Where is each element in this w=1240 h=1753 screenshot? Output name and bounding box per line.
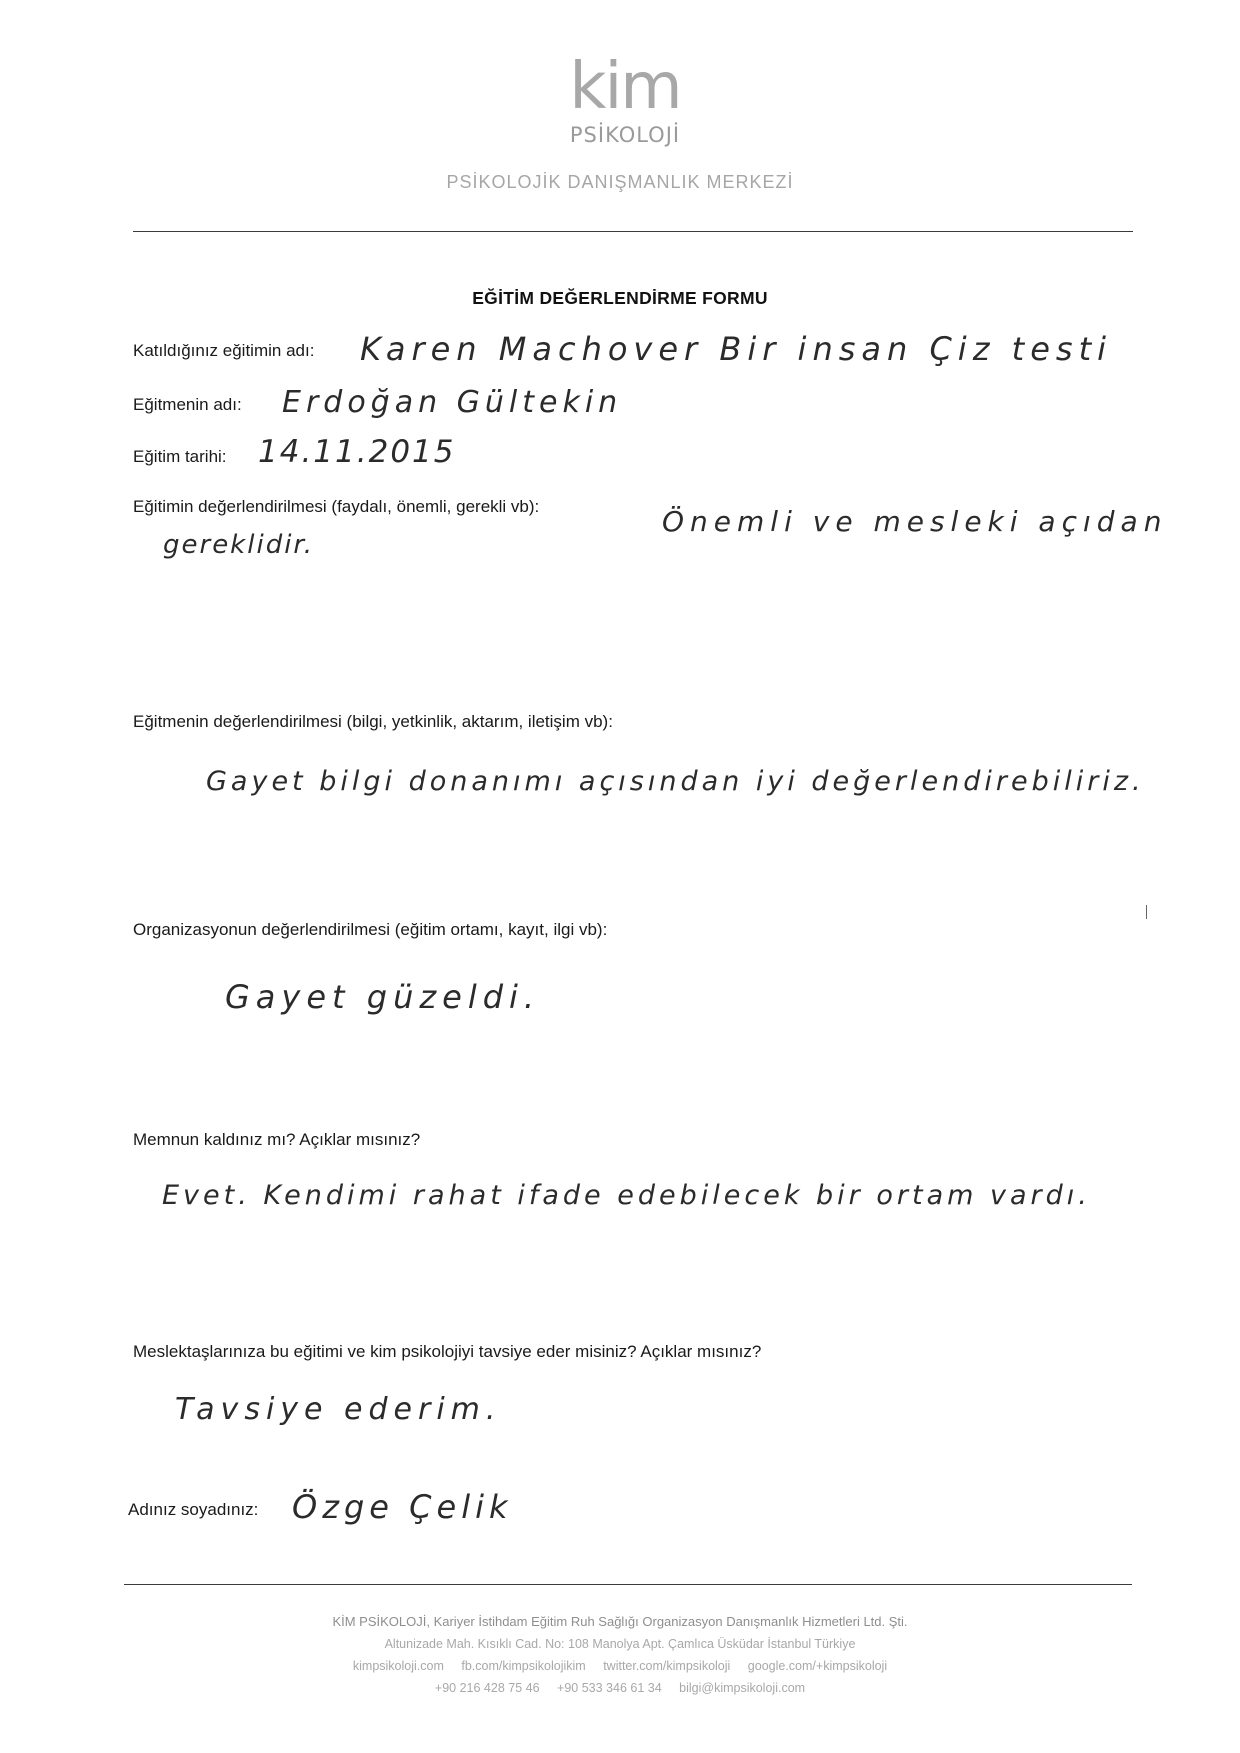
footer-web-links [0, 1659, 1240, 1673]
training-name-answer: Karen Machover Bir insan Çiz testi [360, 330, 1112, 368]
stray-mark [1146, 905, 1147, 919]
company-logo [540, 50, 710, 147]
trainer-evaluation-label: Eğitmenin değerlendirilmesi (bilgi, yetkinlik, aktarım, iletişim vb): [133, 712, 613, 731]
training-evaluation-answer: Önemli ve mesleki açıdan [662, 505, 1168, 538]
header-divider [133, 231, 1133, 232]
footer-company-name: KİM PSİKOLOJİ, Kariyer İstihdam Eğitim Ruh Sağlığı Organizasyon Danışmanlık Hizmetleri Ltd. Şti. [332, 1614, 908, 1629]
trainer-evaluation-answer: Gayet bilgi donanımı açısından iyi değerlendirebiliriz. [206, 766, 1145, 797]
logo-word: kim [569, 50, 681, 124]
footer-contacts [0, 1681, 1240, 1695]
training-date-answer: 14.11.2015 [258, 434, 456, 470]
trainer-name-label: Eğitmenin adı: [133, 395, 242, 414]
logo-subtitle: PSİKOLOJİ [569, 123, 681, 147]
footer-phone-1: +90 216 428 75 46 [434, 1681, 540, 1695]
footer-google: google.com/+kimpsikoloji [747, 1659, 888, 1673]
organization-evaluation-label: Organizasyonun değerlendirilmesi (eğitim ortamı, kayıt, ilgi vb): [133, 920, 608, 939]
footer-website: kimpsikoloji.com [352, 1659, 444, 1673]
respondent-name-answer: Özge Çelik [292, 1488, 513, 1526]
footer-address: Altunizade Mah. Kısıklı Cad. No: 108 Manolya Apt. Çamlıca Üsküdar İstanbul Türkiye [384, 1637, 856, 1651]
training-evaluation-label: Eğitimin değerlendirilmesi (faydalı, önemli, gerekli vb): [133, 497, 540, 516]
recommendation-label: Meslektaşlarınıza bu eğitimi ve kim psikolojiyi tavsiye eder misiniz? Açıklar mısınız? [133, 1342, 762, 1361]
training-name-label: Katıldığınız eğitimin adı: [133, 341, 315, 360]
respondent-name-label: Adınız soyadınız: [128, 1500, 259, 1519]
company-tagline: PSİKOLOJİK DANIŞMANLIK MERKEZİ [446, 172, 794, 192]
training-evaluation-answer-line2: gereklidir. [163, 530, 314, 560]
recommendation-answer: Tavsiye ederim. [175, 1392, 502, 1427]
footer-email: bilgi@kimpsikoloji.com [679, 1681, 806, 1695]
satisfaction-label: Memnun kaldınız mı? Açıklar mısınız? [133, 1130, 421, 1149]
footer-facebook: fb.com/kimpsikolojikim [461, 1659, 586, 1673]
footer-divider [124, 1584, 1132, 1585]
organization-evaluation-answer: Gayet güzeldi. [225, 978, 541, 1016]
footer-twitter: twitter.com/kimpsikoloji [603, 1659, 731, 1673]
training-date-label: Eğitim tarihi: [133, 447, 227, 466]
satisfaction-answer: Evet. Kendimi rahat ifade edebilecek bir ortam vardı. [162, 1180, 1091, 1211]
footer-phone-2: +90 533 346 61 34 [557, 1681, 662, 1695]
form-title: EĞİTİM DEĞERLENDİRME FORMU [472, 288, 768, 308]
trainer-name-answer: Erdoğan Gültekin [282, 385, 623, 420]
